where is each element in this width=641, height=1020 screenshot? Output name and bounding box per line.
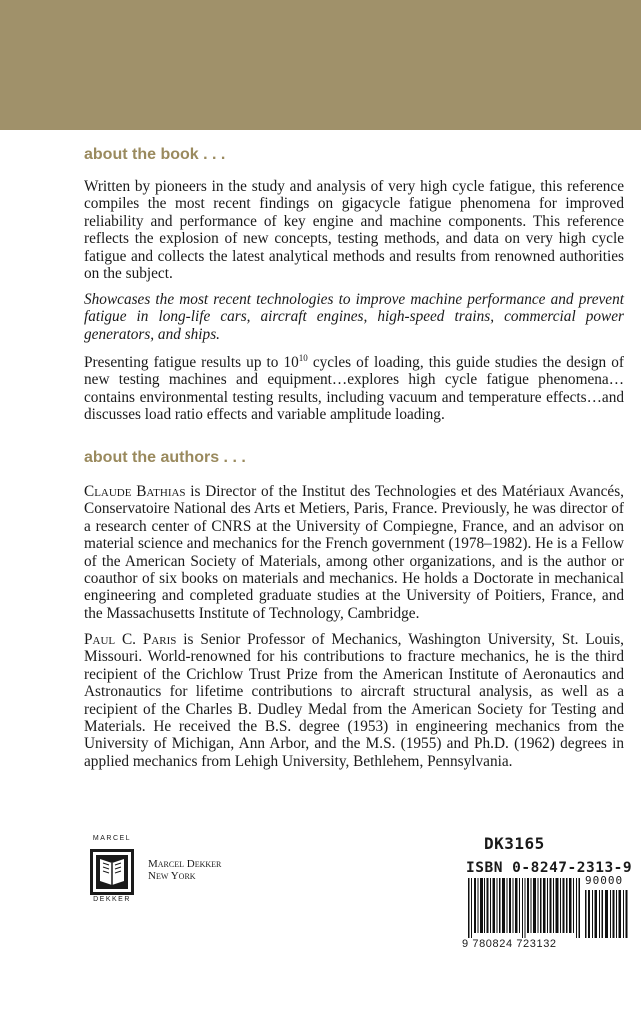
publisher-logo <box>82 835 142 905</box>
exponent-superscript: 10 <box>298 352 308 363</box>
paragraph-3-prefix: Presenting fatigue results up to 10 <box>84 354 299 371</box>
isbn-number: ISBN 0-8247-2313-9 <box>466 860 633 876</box>
logo-top-text: MARCEL <box>92 835 132 842</box>
about-book-paragraph-1: Written by pioneers in the study and analysis of very high cycle fatigue, this reference compiles the most recent findings on gigacycle fatigue phenomena for improved reliability and performance of key engine and machine components. This reference reflects the explosion of new concepts, testing methods, and data on very high cycle fatigue and collects the latest analytical methods and results from renowned authorities on the subject. <box>84 178 624 283</box>
author-1-bio <box>84 483 624 622</box>
addon-barcode <box>585 890 629 938</box>
publisher-name <box>148 858 221 882</box>
author-2-text: is Senior Professor of Mechanics, Washington University, St. Louis, Missouri. World-renowned for his contributions to fracture mechanics, he is the third recipient of the Crichlow Trust Prize from the American Institute of Aeronautics and Astronautics for lifetime contributions to aircraft structural analysis, as well as a recipient of the Charles B. Dudley Medal from the American Society for Testing and Materials. He received the B.S. degree (1953) in engineering mechanics from the University of Michigan, Ann Arbor, and the M.S. (1955) and Ph.D. (1962) degrees in applied mechanics from Lehigh University, Bethlehem, Pennsylvania. <box>84 631 625 770</box>
paragraph-3-rest: cycles of loading, this guide studies the design of new testing machines and equipment…explores high cycle fatigue phenomena…contains environmental testing results, including vacuum and temperature effects…and discusses load ratio effects and variable amplitude loading. <box>84 354 624 424</box>
ean-digits: 9 780824 723132 <box>462 938 557 950</box>
about-book-heading: about the book . . . <box>84 146 226 163</box>
about-book-paragraph-2: Showcases the most recent technologies to improve machine performance and prevent fatigue in long-life cars, aircraft engines, high-speed trains, commercial power generators, and ships. <box>84 291 624 343</box>
book-logo-icon <box>90 845 134 895</box>
author-1-name: Claude Bathias <box>84 483 186 500</box>
price-code: 90000 <box>585 874 624 887</box>
about-authors-heading: about the authors . . . <box>84 449 246 466</box>
author-2-name: Paul C. Paris <box>84 631 177 648</box>
publisher-name-line-2: New York <box>148 870 196 882</box>
ean-barcode <box>468 878 580 938</box>
logo-bottom-text: DEKKER <box>93 896 131 903</box>
about-book-paragraph-3 <box>84 354 624 424</box>
author-2-bio <box>84 631 624 770</box>
cover-color-band <box>0 0 641 130</box>
author-1-text: is Director of the Institut des Technologies et des Matériaux Avancés, Conservatoire National des Arts et Metiers, Paris, France. Previously, he was director of a research center of CNRS at the University of Compiegne, France, and an advisor on material science and mechanics for the French government (1978–1982). He is a Fellow of the American Society of Materials, among other organizations, and is the author or coauthor of six books on materials and mechanics. He holds a Doctorate in mechanical engineering and completed graduate studies at the University of Poitiers, France, and the Massachusetts Institute of Technology, Cambridge. <box>84 483 624 622</box>
catalog-code: DK3165 <box>484 834 545 853</box>
publisher-name-line-1: Marcel Dekker <box>148 858 222 870</box>
